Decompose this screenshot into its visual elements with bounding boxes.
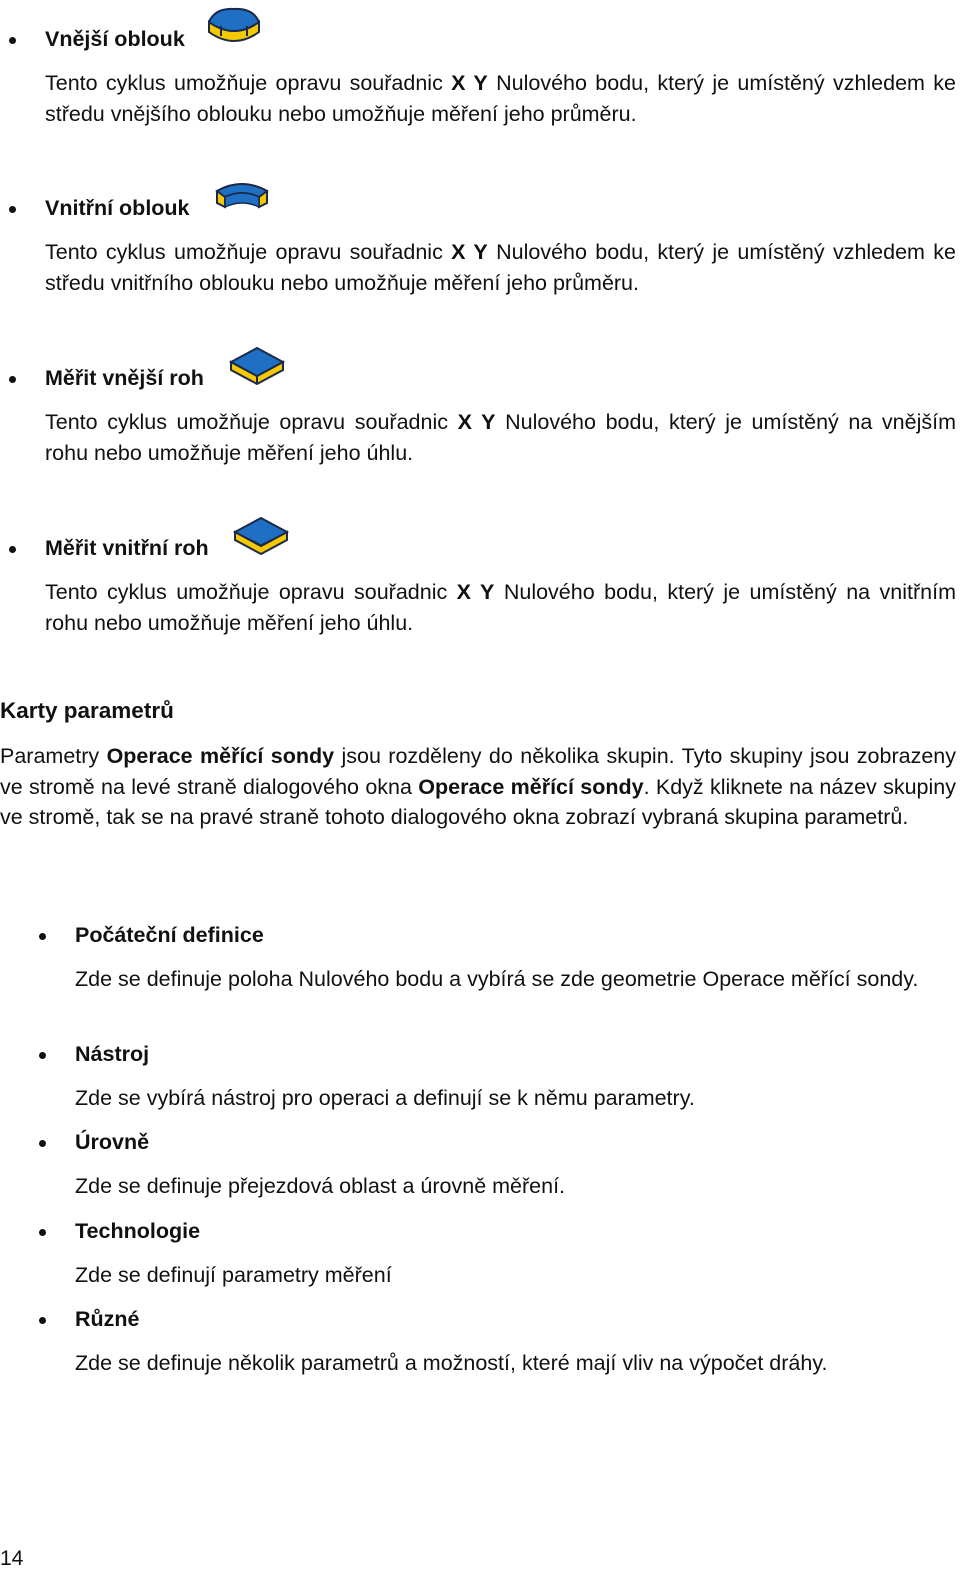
outer-corner-icon (227, 344, 287, 386)
group-description: Zde se definuje poloha Nulového bodu a vybírá se zde geometrie Operace měřící sondy. (75, 967, 919, 991)
cycle-title: Vnitřní oblouk (45, 196, 190, 220)
cycle-title: Měřit vnitřní roh (45, 536, 209, 560)
group-description: Zde se definuje přejezdová oblast a úrovně měření. (75, 1174, 566, 1198)
inner-arc-icon (213, 177, 271, 217)
bullet (39, 1229, 46, 1236)
section-heading: Karty parametrů (0, 698, 174, 723)
bullet (39, 933, 46, 940)
bullet (9, 206, 16, 213)
bullet (39, 1140, 46, 1147)
group-description: Zde se definují parametry měření (75, 1263, 392, 1287)
cycle-title: Měřit vnější roh (45, 366, 204, 390)
page-number: 14 (0, 1547, 24, 1570)
group-title: Technologie (75, 1219, 201, 1243)
group-description: Zde se vybírá nástroj pro operaci a definují se k němu parametry. (75, 1086, 695, 1110)
cycle-title: Vnější oblouk (45, 27, 185, 51)
group-description: Zde se definuje několik parametrů a možností, které mají vliv na výpočet dráhy. (75, 1351, 828, 1375)
group-title: Nástroj (75, 1042, 150, 1066)
section-paragraph: Parametry Operace měřící sondy jsou rozděleny do několika skupin. Tyto skupiny jsou zobrazeny ve stromě na levé straně dialogového okna Operace měřící sondy. Když kliknete na název skupiny ve stromě, tak se na pravé straně tohoto dialogového okna zobrazí vybraná skupina parametrů. (0, 744, 956, 829)
group-title: Počáteční definice (75, 923, 264, 947)
group-title: Úrovně (75, 1130, 150, 1154)
bullet (9, 37, 16, 44)
bullet (39, 1317, 46, 1324)
outer-arc-icon (205, 6, 263, 46)
cycle-description: Tento cyklus umožňuje opravu souřadnic X Y Nulového bodu, který je umístěný na vnějším rohu nebo umožňuje měření jeho úhlu. (45, 410, 957, 465)
cycle-description: Tento cyklus umožňuje opravu souřadnic X Y Nulového bodu, který je umístěný na vnitřním rohu nebo umožňuje měření jeho úhlu. (45, 580, 956, 635)
cycle-description: Tento cyklus umožňuje opravu souřadnic X Y Nulového bodu, který je umístěný vzhledem ke středu vnitřního oblouku nebo umožňuje měření jeho průměru. (45, 240, 956, 295)
cycle-description: Tento cyklus umožňuje opravu souřadnic X Y Nulového bodu, který je umístěný vzhledem ke středu vnějšího oblouku nebo umožňuje měření jeho průměru. (45, 71, 956, 126)
bullet (9, 376, 16, 383)
group-title: Různé (75, 1307, 140, 1331)
bullet (39, 1052, 46, 1059)
bullet (9, 546, 16, 553)
inner-corner-icon (231, 514, 291, 556)
